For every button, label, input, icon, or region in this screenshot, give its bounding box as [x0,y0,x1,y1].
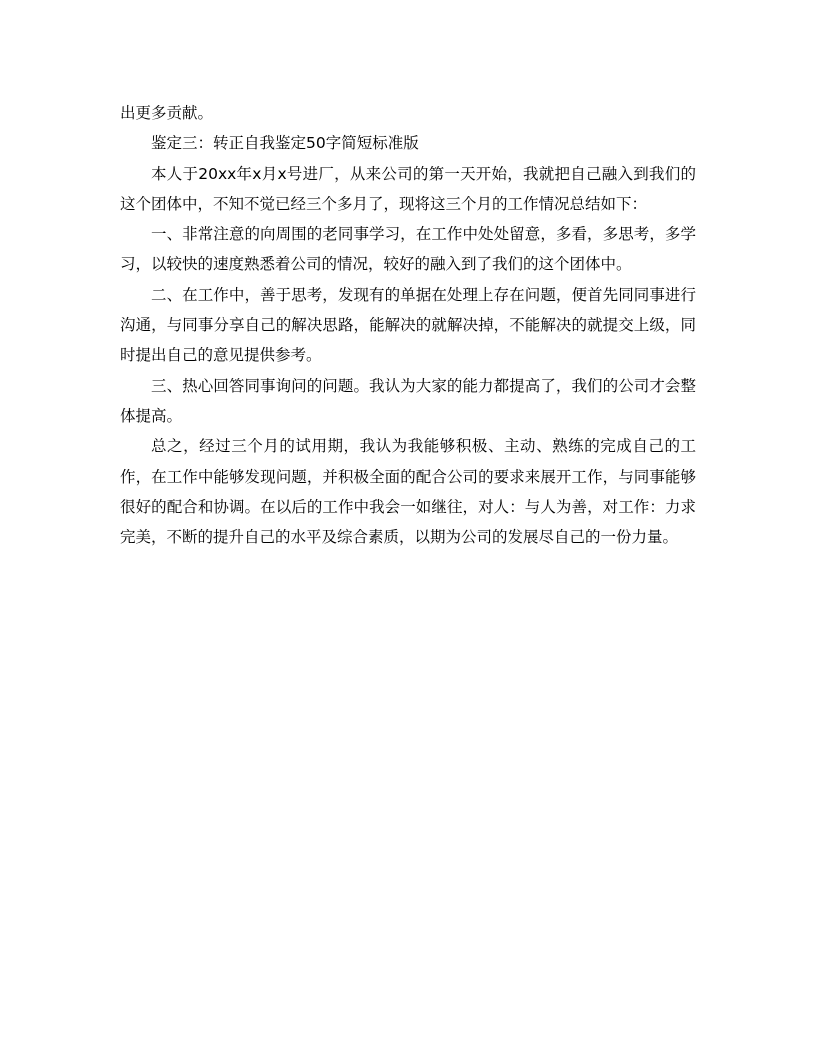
paragraph-continuation: 出更多贡献。 [120,104,214,122]
paragraph-intro: 本人于20xx年x月x号进厂，从来公司的第一天开始，我就把自己融入到我们的这个团体中，不知不觉已经三个多月了，现将这三个月的工作情况总结如下： [120,164,696,213]
section-heading: 鉴定三：转正自我鉴定50字简短标准版 [151,134,419,153]
paragraph-point-two: 二、在工作中，善于思考，发现有的单据在处理上存在问题，便首先同同事进行沟通，与同事分享自己的解决思路，能解决的就解决掉，不能解决的就提交上级，同时提出自己的意见提供参考。 [120,285,696,365]
paragraph-point-three: 三、热心回答同事询问的问题。我认为大家的能力都提高了，我们的公司才会整体提高。 [120,376,696,425]
paragraph-summary: 总之，经过三个月的试用期，我认为我能够积极、主动、熟练的完成自己的工作，在工作中能够发现问题，并积极全面的配合公司的要求来展开工作，与同事能够很好的配合和协调。在以后的工作中我会一如继往，对人：与人为善，对工作：力求完美，不断的提升自己的水平及综合素质，以期为公司的发展尽自己的一份力量。 [120,437,696,547]
document-body [120,98,696,552]
paragraph-point-one: 一、非常注意的向周围的老同事学习，在工作中处处留意，多看，多思考，多学习，以较快的速度熟悉着公司的情况，较好的融入到了我们的这个团体中。 [120,225,696,274]
